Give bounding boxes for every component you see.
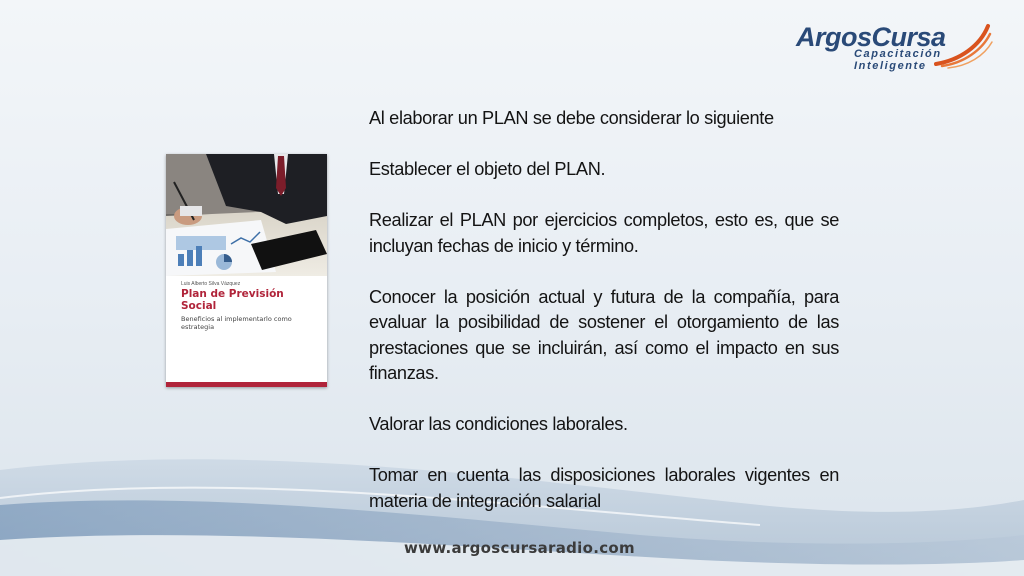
book-subtitle: Beneficios al implementarlo como estrategia [181,315,292,331]
book-cover-photo [166,154,327,276]
book-accent-bar [166,382,327,387]
content-item: Realizar el PLAN por ejercicios completos, esto es, que se incluyan fechas de inicio y término. [369,210,839,256]
argoscursa-logo [792,18,1002,74]
logo-tagline-line2: Inteligente [854,60,927,72]
content-item: Valorar las condiciones laborales. [369,414,628,434]
content-item: Conocer la posición actual y futura de la compañía, para evaluar la posibilidad de sostener el otorgamiento de las prestaciones que se incluirán, así como el impacto en sus finanzas. [369,286,839,383]
content-heading: Al elaborar un PLAN se debe considerar lo siguiente [369,108,774,128]
footer-website-url: www.argoscursaradio.com [404,539,635,557]
content-item: Establecer el objeto del PLAN. [369,159,606,179]
book-cover-image [166,154,327,387]
content-item: Tomar en cuenta las disposiciones laborales vigentes en materia de integración salarial [369,465,839,511]
logo-word-part1: Argos [796,22,872,52]
slide-content [369,106,839,540]
logo-word-part2: Cursa [871,22,946,52]
book-title: Plan de Previsión Social [181,288,284,312]
book-author: Luis Alberto Silva Vázquez [181,281,241,287]
logo-tagline-line1: Capacitación [854,48,942,60]
logo-swoosh-icon [932,20,994,70]
